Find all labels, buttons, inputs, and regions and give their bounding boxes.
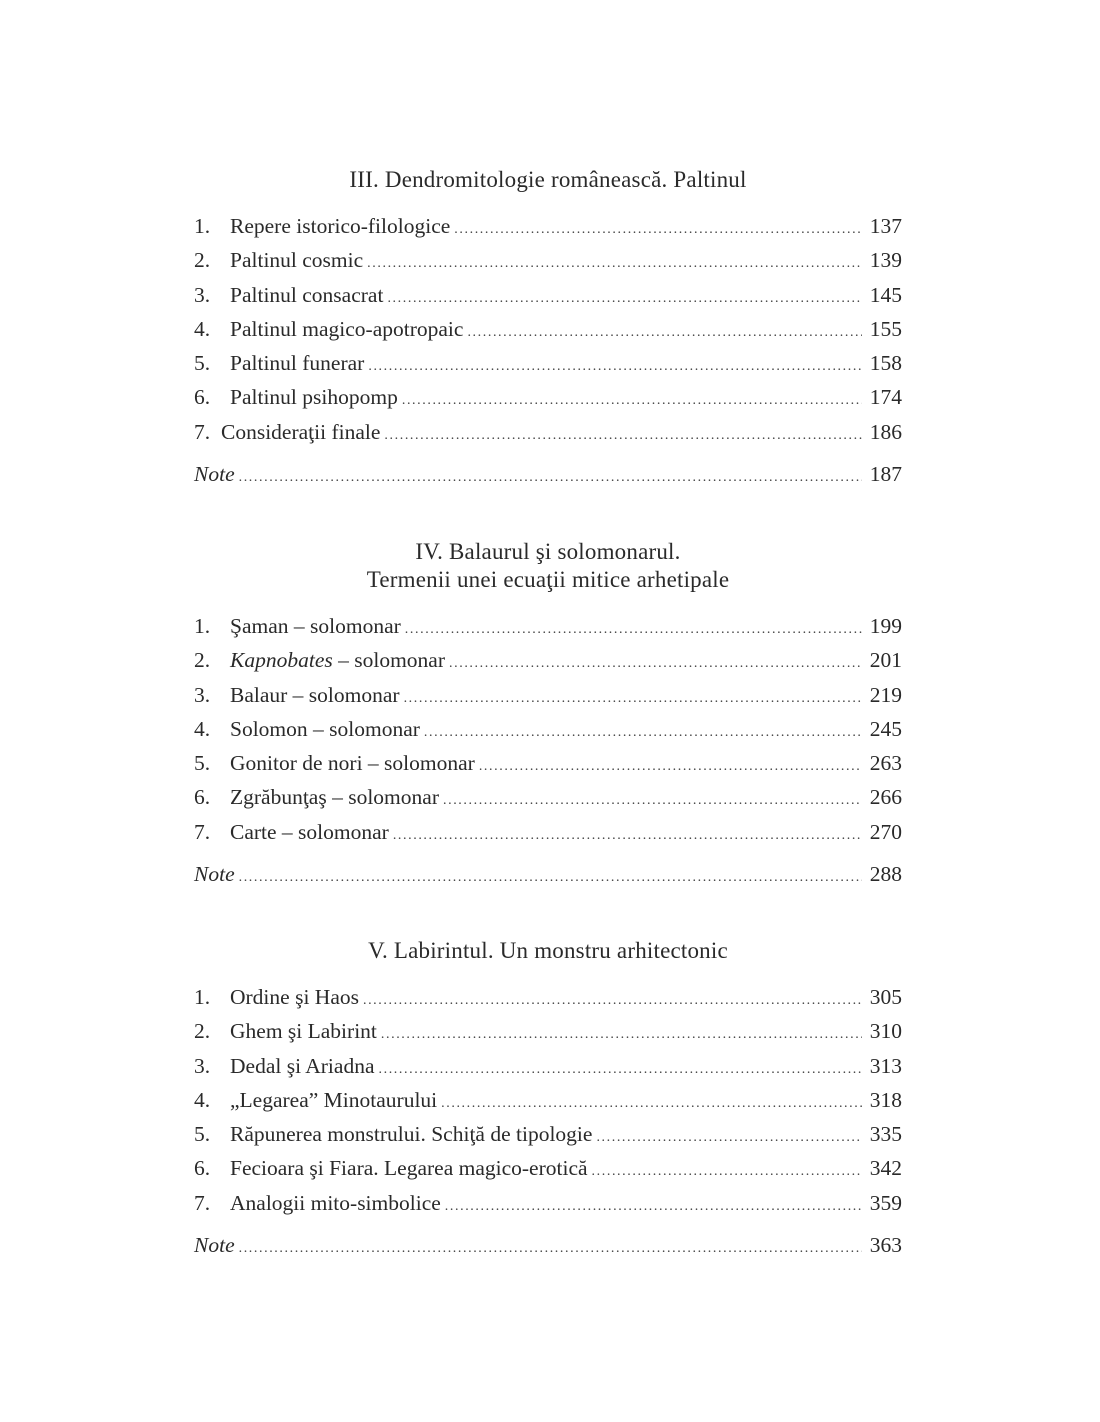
- entry-page: 363: [869, 1233, 902, 1258]
- entry-number: 3.: [194, 682, 211, 707]
- entry-number: 2.: [194, 1019, 211, 1044]
- entry-page: 245: [869, 716, 902, 741]
- entry-number: 7.: [194, 819, 211, 844]
- toc-entry[interactable]: [194, 1088, 902, 1122]
- entry-title: Fecioara şi Fiara. Legarea magico-erotică: [230, 1156, 588, 1181]
- dot-leader: [424, 725, 862, 741]
- entry-number: 2.: [194, 248, 211, 273]
- toc-note-entry[interactable]: [194, 862, 902, 896]
- entry-page: 137: [869, 214, 902, 238]
- dot-leader: [379, 1062, 863, 1078]
- toc-entry[interactable]: [194, 1054, 902, 1088]
- dot-leader: [239, 1241, 862, 1257]
- toc-entry[interactable]: [194, 385, 902, 419]
- entry-title: Paltinul consacrat: [230, 282, 384, 307]
- entry-number: 3.: [194, 282, 211, 307]
- note-title: Note: [194, 462, 235, 487]
- dot-leader: [467, 325, 862, 341]
- entry-number: 6.: [194, 385, 211, 410]
- toc-entry[interactable]: [194, 420, 902, 454]
- entry-page: 310: [869, 1019, 902, 1044]
- entry-page: 305: [869, 985, 902, 1009]
- entry-title: Şaman – solomonar: [230, 614, 401, 638]
- entry-title: Consideraţii finale: [221, 419, 381, 444]
- entry-title: Zgrăbunţaş – solomonar: [230, 785, 439, 810]
- entry-title: Carte – solomonar: [230, 819, 389, 844]
- dot-leader: [449, 656, 862, 672]
- entry-title-italic: Kapnobates: [230, 648, 333, 673]
- entry-page: 155: [869, 316, 902, 341]
- entry-page: 145: [869, 282, 902, 307]
- entry-number: 6.: [194, 1156, 211, 1181]
- toc-entry[interactable]: [194, 214, 902, 248]
- dot-leader: [393, 828, 862, 844]
- toc-entry[interactable]: [194, 751, 902, 785]
- entry-title-rest: – solomonar: [332, 648, 446, 673]
- entry-title: Paltinul funerar: [230, 351, 365, 376]
- dot-leader: [368, 359, 862, 375]
- entry-title: Dedal şi Ariadna: [230, 1053, 375, 1078]
- entry-title: Paltinul psihopomp: [230, 385, 398, 410]
- toc-entry[interactable]: [194, 1191, 902, 1225]
- entry-number: 1.: [194, 214, 211, 238]
- dot-leader: [441, 1096, 862, 1112]
- entry-number: 5.: [194, 351, 211, 376]
- toc-entry[interactable]: [194, 1122, 902, 1156]
- dot-leader: [443, 793, 862, 809]
- entry-page: 139: [869, 248, 902, 273]
- section-title: V. Labirintul. Un monstru arhitectonic: [368, 938, 728, 963]
- dot-leader: [239, 470, 862, 486]
- toc-entry[interactable]: [194, 785, 902, 819]
- entry-title: Răpunerea monstrului. Schiţă de tipologie: [230, 1122, 593, 1147]
- entry-title: Solomon – solomonar: [230, 716, 420, 741]
- entry-number: 3.: [194, 1053, 211, 1078]
- toc-section-v: [194, 937, 902, 1267]
- entry-page: 158: [869, 351, 902, 376]
- entry-page: 201: [869, 648, 902, 673]
- dot-leader: [363, 993, 862, 1009]
- section-title-line: IV. Balaurul şi solomonarul.: [415, 539, 681, 564]
- section-title: III. Dendromitologie românească. Paltinul: [349, 167, 747, 192]
- entry-title: Balaur – solomonar: [230, 682, 400, 707]
- entry-page: 266: [869, 785, 902, 810]
- dot-leader: [381, 1027, 862, 1043]
- dot-leader: [384, 428, 862, 444]
- dot-leader: [239, 870, 862, 886]
- toc-note-entry[interactable]: [194, 462, 902, 496]
- entry-title: Paltinul cosmic: [230, 248, 364, 273]
- note-title: Note: [194, 862, 235, 887]
- entry-number: 5.: [194, 751, 211, 776]
- entry-page: 263: [869, 751, 902, 776]
- entry-page: 342: [869, 1156, 902, 1181]
- dot-leader: [454, 222, 862, 238]
- entry-title: „Legarea” Minotaurului: [230, 1087, 438, 1112]
- entry-page: 186: [869, 419, 902, 444]
- dot-leader: [445, 1199, 862, 1215]
- entry-number: 1.: [194, 985, 211, 1009]
- toc-entry[interactable]: [194, 717, 902, 751]
- entry-title: Analogii mito-simbolice: [230, 1190, 441, 1215]
- entry-title: Repere istorico-filologice: [230, 214, 451, 238]
- entry-number: 4.: [194, 1087, 211, 1112]
- note-title: Note: [194, 1233, 235, 1258]
- toc-entry[interactable]: [194, 1019, 902, 1053]
- entry-title: Ordine şi Haos: [230, 985, 359, 1009]
- entry-number: 1.: [194, 614, 211, 638]
- entry-page: 359: [869, 1190, 902, 1215]
- toc-entry[interactable]: [194, 820, 902, 854]
- toc-entry[interactable]: [194, 351, 902, 385]
- toc-entry-list: [194, 214, 902, 496]
- entry-number: 5.: [194, 1122, 211, 1147]
- toc-entry-list: [194, 985, 902, 1267]
- entry-title: Paltinul magico-apotropaic: [230, 316, 464, 341]
- toc-entry[interactable]: [194, 317, 902, 351]
- dot-leader: [596, 1130, 862, 1146]
- section-title: [194, 538, 902, 594]
- toc-entry[interactable]: [194, 985, 902, 1019]
- toc-entry[interactable]: [194, 1156, 902, 1190]
- entry-page: 187: [869, 462, 902, 487]
- entry-page: 270: [869, 819, 902, 844]
- entry-title: [230, 648, 445, 673]
- dot-leader: [404, 691, 862, 707]
- toc-entry[interactable]: [194, 283, 902, 317]
- dot-leader: [592, 1164, 862, 1180]
- dot-leader: [405, 622, 862, 638]
- entry-number: 7.: [194, 419, 211, 444]
- entry-title: Ghem şi Labirint: [230, 1019, 377, 1044]
- entry-number: 6.: [194, 785, 211, 810]
- dot-leader: [387, 291, 862, 307]
- toc-entry[interactable]: [194, 648, 902, 682]
- toc-entry-list: [194, 614, 902, 896]
- toc-entry[interactable]: [194, 614, 902, 648]
- section-title-line: Termenii unei ecuaţii mitice arhetipale: [366, 567, 730, 592]
- entry-title: Gonitor de nori – solomonar: [230, 751, 475, 776]
- toc-entry[interactable]: [194, 248, 902, 282]
- entry-number: 2.: [194, 648, 211, 673]
- entry-number: 7.: [194, 1190, 211, 1215]
- dot-leader: [402, 393, 862, 409]
- entry-page: 318: [869, 1087, 902, 1112]
- entry-number: 4.: [194, 716, 211, 741]
- entry-page: 174: [869, 385, 902, 410]
- dot-leader: [367, 256, 862, 272]
- entry-page: 219: [869, 682, 902, 707]
- toc-section-iii: [194, 166, 902, 496]
- toc-entry[interactable]: [194, 683, 902, 717]
- toc-section-iv: [194, 538, 902, 896]
- dot-leader: [479, 759, 862, 775]
- toc-note-entry[interactable]: [194, 1233, 902, 1267]
- entry-page: 199: [869, 614, 902, 638]
- entry-page: 313: [869, 1053, 902, 1078]
- entry-page: 288: [869, 862, 902, 887]
- entry-page: 335: [869, 1122, 902, 1147]
- entry-number: 4.: [194, 316, 211, 341]
